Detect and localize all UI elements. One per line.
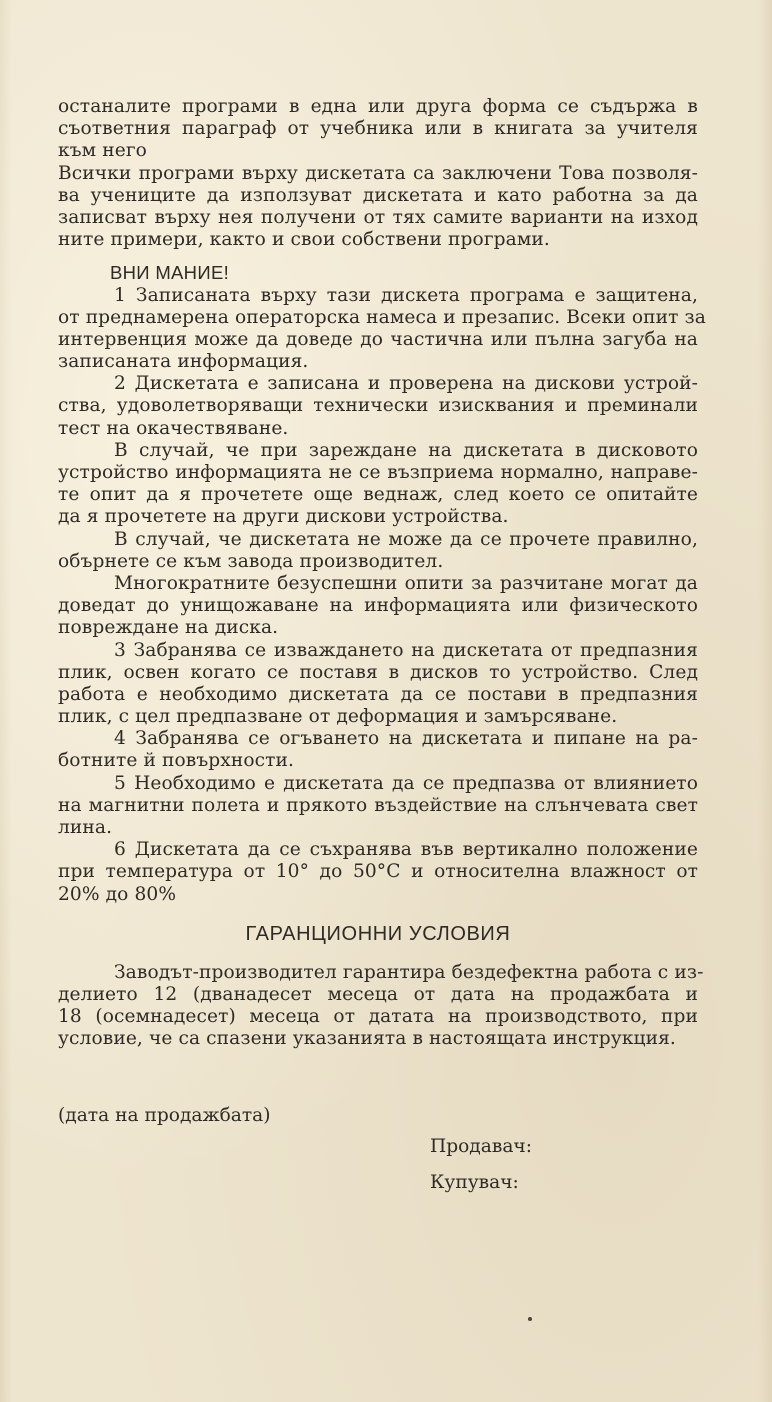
- text-line: работа е необходимо дискетата да се постави в предпазния: [58, 683, 698, 705]
- text-line: 2 Дискетата е записана и проверена на дискови устрой-: [114, 373, 698, 395]
- warning-heading: ВНИ МАНИЕ!: [110, 262, 230, 284]
- text-line: записаната информация.: [58, 351, 309, 373]
- text-line: съответния параграф от учебника или в книгата за учителя: [58, 118, 698, 140]
- intro-text: [58, 96, 698, 251]
- document-page: [58, 96, 706, 1194]
- text-line: лина.: [58, 817, 113, 838]
- text-line: делието 12 (дванадесет месеца от дата на продажбата и: [58, 983, 698, 1005]
- text-line: В случай, че при зареждане на дискетата в дисковото: [114, 439, 698, 461]
- text-line: ва учениците да използуват дискетата и като работна за да: [58, 184, 698, 206]
- text-line: Многократните безуспешни опити за разчитане могат да: [114, 572, 698, 594]
- text-line: обърнете се към завода производител.: [58, 550, 444, 572]
- text-line: 3 Забранява се изваждането на дискетата от предпазния: [114, 639, 698, 661]
- text-line: 20% до 80%: [58, 883, 177, 905]
- text-line: Всички програми върху дискетата са заключени Това позволя-: [58, 162, 698, 184]
- text-line: ства, удоволетворяващи технически изисквания и преминали: [58, 395, 698, 417]
- text-line: 6 Дискетата да се съхранява във вертикално положение: [114, 839, 698, 861]
- text-line: повреждане на диска.: [58, 617, 279, 639]
- text-line: условие, че са спазени указанията в настоящата инструкция.: [58, 1028, 676, 1050]
- text-line: при температура от 10° до 50°С и относителна влажност от: [58, 861, 698, 883]
- warning-paragraph: [58, 640, 698, 729]
- text-line: останалите програми в една или друга форма се съдържа в: [58, 96, 698, 117]
- text-line: интервенция може да доведе до частична или пълна загуба на: [58, 328, 698, 350]
- text-line: доведат до унищожаване на информацията или физическото: [58, 595, 698, 617]
- sale-date-label: (дата на продажбата): [58, 1104, 271, 1126]
- text-line: записват върху нея получени от тях самите варианти на изход: [58, 206, 698, 228]
- text-line: към него: [58, 140, 147, 162]
- text-line: на магнитни полета и прякото въздействие на слънчевата свет: [58, 794, 698, 816]
- text-line: от преднамерена операторска намеса и презапис. Всеки опит за: [58, 306, 706, 328]
- text-line: тест на окачествяване.: [58, 417, 289, 439]
- text-line: В случай, че дискетата не може да се прочете правилно,: [114, 528, 698, 550]
- text-line: плик, с цел предпазване от деформация и замърсяване.: [58, 706, 618, 728]
- text-line: 4 Забранява се огъването на дискетата и пипане на ра-: [114, 728, 698, 750]
- warning-paragraph: [58, 440, 698, 529]
- warranty-title: ГАРАНЦИОННИ УСЛОВИЯ: [245, 922, 511, 945]
- warning-paragraph: [58, 573, 698, 640]
- text-line: ботните й повърхности.: [58, 750, 295, 772]
- text-line: да я прочетете на други дискови устройства.: [58, 506, 509, 528]
- text-line: те опит да я прочетете още веднаж, след което се опитайте: [58, 484, 698, 506]
- warranty-text: [58, 961, 704, 1051]
- text-line: ните примери, както и свои собствени програми.: [58, 229, 550, 251]
- warning-paragraph: [58, 773, 698, 840]
- ink-speck: [528, 1317, 532, 1321]
- warning-paragraph: [58, 728, 698, 772]
- text-line: Заводът-производител гарантира бездефектна работа с из-: [114, 961, 704, 983]
- seller-label: Продавач:: [430, 1135, 532, 1157]
- text-line: 5 Необходимо е дискетата да се предпазва от влиянието: [114, 772, 698, 794]
- text-line: устройство информацията не се възприема нормално, направе-: [58, 462, 698, 483]
- text-line: плик, освен когато се поставя в дисков то устройство. След: [58, 661, 698, 683]
- text-line: 1 Записаната върху тази дискета програма е защитена,: [114, 284, 698, 306]
- warning-paragraph: [58, 373, 698, 440]
- warning-paragraph: [58, 284, 706, 374]
- buyer-label: Купувач:: [430, 1171, 519, 1193]
- warning-paragraph: [58, 839, 698, 906]
- warning-paragraph: [58, 529, 698, 573]
- text-line: 18 (осемнадесет) месеца от датата на производството, при: [58, 1006, 698, 1028]
